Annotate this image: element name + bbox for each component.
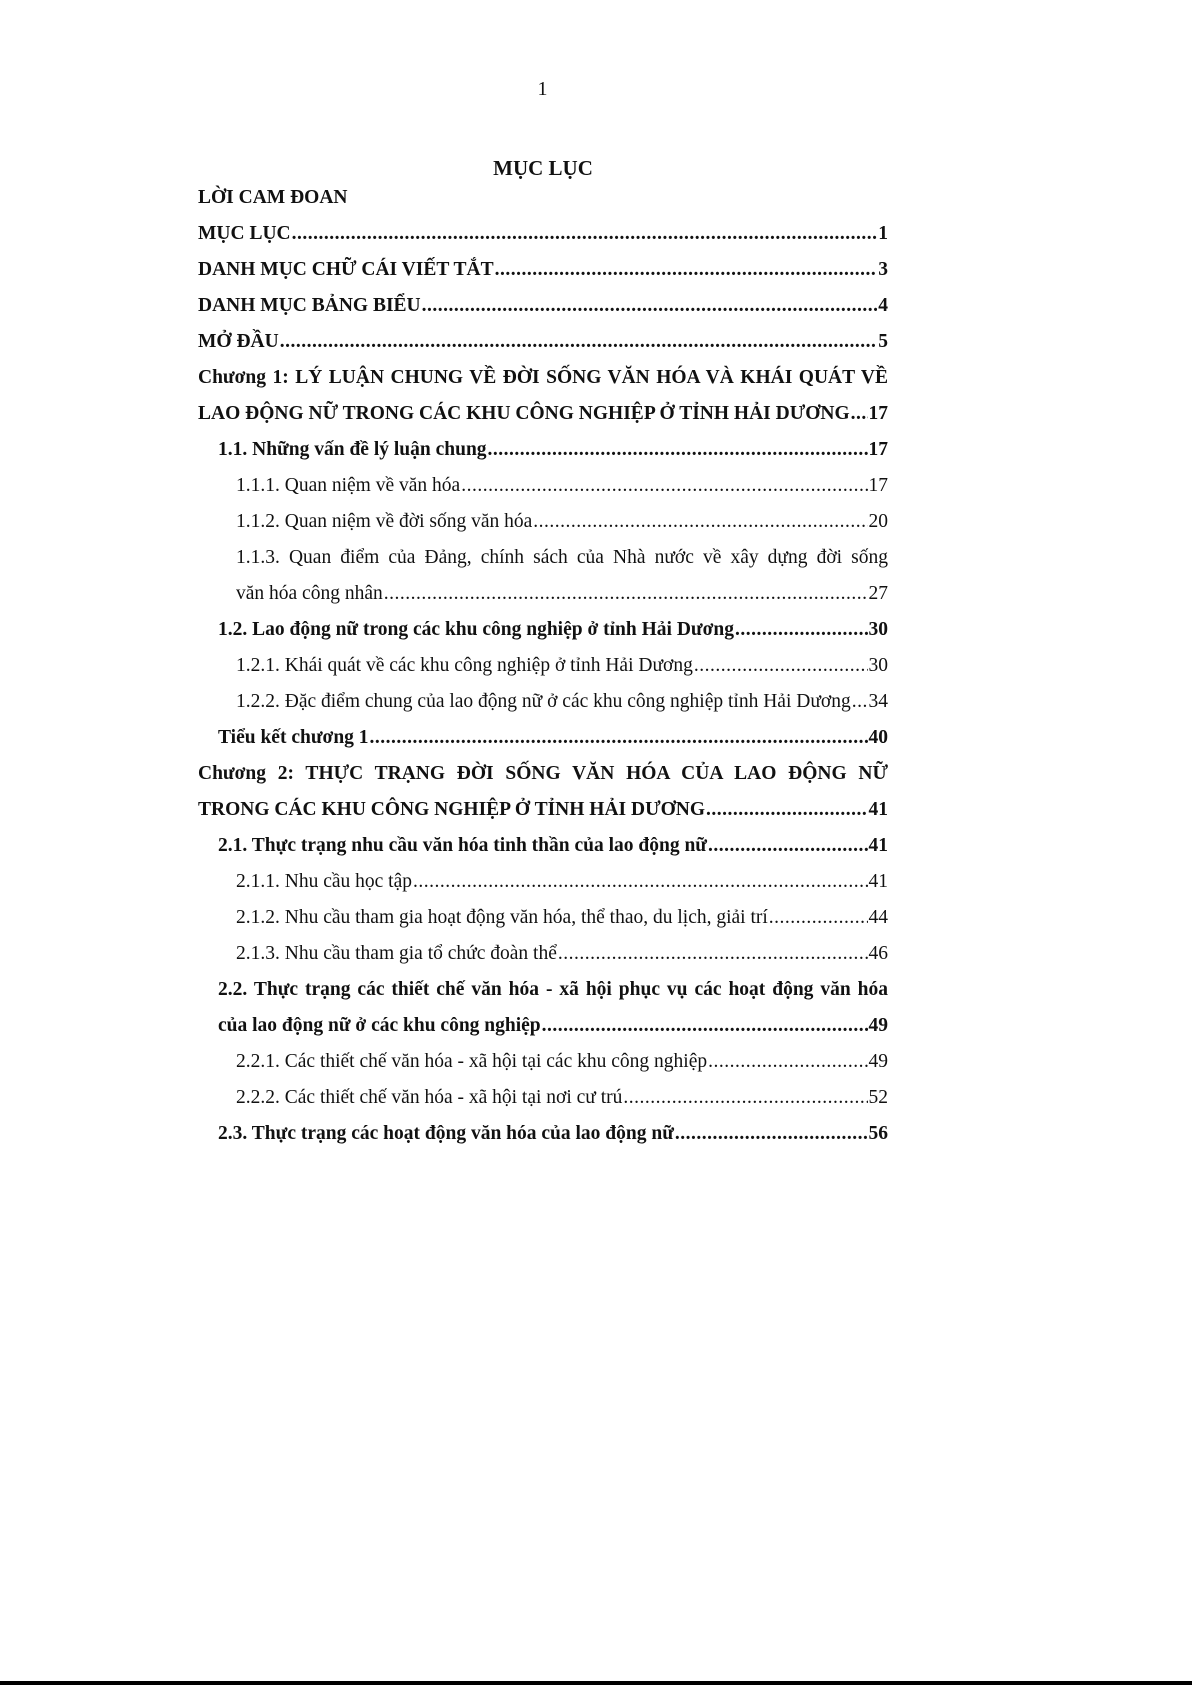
toc-chapter-1-line2[interactable] — [198, 396, 888, 432]
toc-entry-label: 2.2.1. Các thiết chế văn hóa - xã hội tại các khu công nghiệp — [236, 1051, 708, 1072]
toc-entry-page: 41 — [868, 799, 888, 820]
dot-leader — [292, 216, 878, 252]
toc-entry-label: 2.1.3. Nhu cầu tham gia tổ chức đoàn thể — [236, 943, 557, 964]
toc-entry-page: 1 — [878, 223, 888, 244]
toc-entry[interactable] — [218, 432, 888, 468]
dot-leader — [735, 612, 868, 648]
toc-entry-page: 17 — [868, 403, 888, 424]
toc-chapter-2-line2[interactable] — [198, 792, 888, 828]
toc-heading-loi-cam-doan — [198, 180, 888, 216]
dot-leader — [851, 396, 868, 432]
dot-leader — [384, 576, 868, 612]
toc-entry-label: MỤC LỤC — [198, 223, 291, 244]
dot-leader — [461, 468, 867, 504]
dot-leader — [706, 792, 867, 828]
toc-entry-label: Tiểu kết chương 1 — [218, 727, 369, 748]
toc-entry-page: 17 — [868, 475, 888, 496]
dot-leader — [542, 1008, 868, 1044]
toc-chapter-1-line1[interactable] — [198, 360, 888, 396]
toc-entry-page: 5 — [878, 331, 888, 352]
toc-entry-page: 46 — [868, 943, 888, 964]
toc-entry-label: 1.1.1. Quan niệm về văn hóa — [236, 475, 461, 496]
toc-entry[interactable] — [198, 252, 888, 288]
toc-entry-page: 27 — [868, 583, 888, 604]
toc-entry[interactable] — [218, 612, 888, 648]
toc-entry-label: 1.1. Những vấn đề lý luận chung — [218, 439, 487, 460]
toc-entry[interactable] — [198, 288, 888, 324]
dot-leader — [852, 684, 868, 720]
toc-entry-page: 20 — [868, 511, 888, 532]
toc-entry-page: 41 — [868, 835, 888, 856]
toc-entry[interactable] — [218, 1008, 888, 1044]
dot-leader — [488, 432, 868, 468]
dot-leader — [675, 1116, 868, 1152]
toc-entry-label: 2.1. Thực trạng nhu cầu văn hóa tinh thần của lao động nữ — [218, 835, 708, 856]
toc-entry-page: 4 — [878, 295, 888, 316]
toc-entry[interactable] — [218, 720, 888, 756]
toc-entry-page: 30 — [868, 655, 888, 676]
dot-leader — [694, 648, 868, 684]
toc-entry-label-line1: 1.1.3. Quan điểm của Đảng, chính sách của Nhà nước về xây dựng đời sống — [236, 547, 888, 568]
toc-entry[interactable] — [236, 1080, 888, 1116]
toc-entry-label: 2.1.2. Nhu cầu tham gia hoạt động văn hóa, thể thao, du lịch, giải trí — [236, 907, 768, 928]
toc-entry-page: 30 — [868, 619, 888, 640]
toc-entry-page: 34 — [868, 691, 888, 712]
toc-entry-page: 40 — [868, 727, 888, 748]
dot-leader — [495, 252, 878, 288]
toc-entry-page: 17 — [868, 439, 888, 460]
toc-entry[interactable] — [236, 864, 888, 900]
dot-leader — [280, 324, 878, 360]
dot-leader — [623, 1080, 867, 1116]
toc-entry[interactable] — [236, 684, 888, 720]
toc-entry[interactable] — [236, 936, 888, 972]
toc-entry[interactable] — [218, 828, 888, 864]
toc-entry-label: LAO ĐỘNG NỮ TRONG CÁC KHU CÔNG NGHIỆP Ở TỈNH HẢI DƯƠNG — [198, 403, 850, 424]
dot-leader — [558, 936, 868, 972]
toc-entry-label: của lao động nữ ở các khu công nghiệp — [218, 1015, 541, 1036]
toc-entry-page: 3 — [878, 259, 888, 280]
toc-chapter-2-line1[interactable] — [198, 756, 888, 792]
toc-entry-page: 44 — [868, 907, 888, 928]
toc-entry-label: TRONG CÁC KHU CÔNG NGHIỆP Ở TỈNH HẢI DƯƠNG — [198, 799, 706, 820]
toc-entry-page: 56 — [868, 1123, 888, 1144]
toc-entry[interactable] — [236, 648, 888, 684]
dot-leader — [422, 288, 878, 324]
dot-leader — [708, 1044, 867, 1080]
toc-entry-line1[interactable] — [218, 972, 888, 1008]
page-number: 1 — [537, 78, 548, 100]
toc-entry-label: 1.1.2. Quan niệm về đời sống văn hóa — [236, 511, 533, 532]
toc-entry-label: 2.1.1. Nhu cầu học tập — [236, 871, 412, 892]
toc-entry[interactable] — [236, 468, 888, 504]
dot-leader — [533, 504, 867, 540]
toc-entry-label-line1: 2.2. Thực trạng các thiết chế văn hóa - xã hội phục vụ các hoạt động văn hóa — [218, 979, 888, 1000]
dot-leader — [769, 900, 868, 936]
toc-entry[interactable] — [236, 576, 888, 612]
toc-entry[interactable] — [236, 504, 888, 540]
toc-entry-label-line1: Chương 1: LÝ LUẬN CHUNG VỀ ĐỜI SỐNG VĂN HÓA VÀ KHÁI QUÁT VỀ — [198, 367, 888, 388]
toc-entry-label: 1.2.1. Khái quát về các khu công nghiệp ở tỉnh Hải Dương — [236, 655, 693, 676]
toc-entry[interactable] — [198, 324, 888, 360]
toc-title: MỤC LỤC — [493, 156, 593, 180]
dot-leader — [708, 828, 867, 864]
dot-leader — [370, 720, 868, 756]
toc-entry-label: 2.3. Thực trạng các hoạt động văn hóa của lao động nữ — [218, 1123, 674, 1144]
toc-entry-label-line1: Chương 2: THỰC TRẠNG ĐỜI SỐNG VĂN HÓA CỦA LAO ĐỘNG NỮ — [198, 763, 888, 784]
toc-entry-page: 41 — [868, 871, 888, 892]
toc-entry-label: 1.2.2. Đặc điểm chung của lao động nữ ở các khu công nghiệp tỉnh Hải Dương — [236, 691, 851, 712]
table-of-contents — [198, 180, 888, 1152]
toc-heading-label: LỜI CAM ĐOAN — [198, 187, 348, 208]
toc-entry[interactable] — [236, 1044, 888, 1080]
toc-entry-page: 52 — [868, 1087, 888, 1108]
toc-entry-label: DANH MỤC BẢNG BIỂU — [198, 295, 421, 316]
toc-entry-label: văn hóa công nhân — [236, 583, 383, 604]
toc-entry[interactable] — [236, 900, 888, 936]
toc-entry-label: MỞ ĐẦU — [198, 331, 279, 352]
toc-entry[interactable] — [198, 216, 888, 252]
toc-entry-page: 49 — [868, 1015, 888, 1036]
dot-leader — [413, 864, 868, 900]
toc-entry[interactable] — [218, 1116, 888, 1152]
toc-entry-label: 2.2.2. Các thiết chế văn hóa - xã hội tại nơi cư trú — [236, 1087, 623, 1108]
bottom-border — [0, 1681, 1192, 1685]
toc-entry-page: 49 — [868, 1051, 888, 1072]
toc-entry-label: DANH MỤC CHỮ CÁI VIẾT TẮT — [198, 259, 494, 280]
toc-entry-label: 1.2. Lao động nữ trong các khu công nghiệp ở tỉnh Hải Dương — [218, 619, 734, 640]
toc-entry-line1[interactable] — [236, 540, 888, 576]
